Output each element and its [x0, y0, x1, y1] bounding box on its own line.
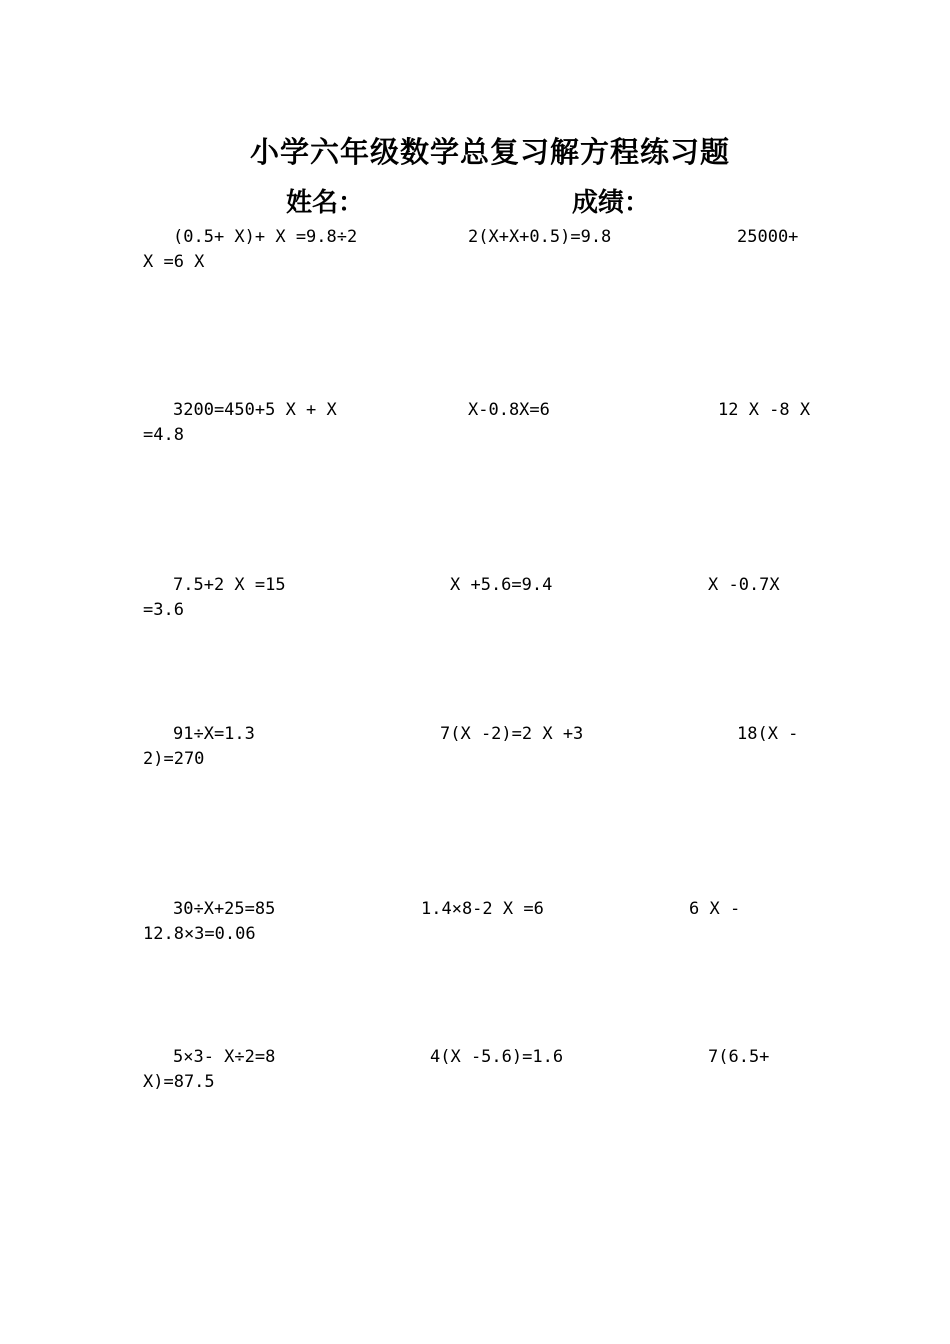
equation-6c-continued: X)=87.5 — [143, 1072, 215, 1092]
score-label: 成绩： — [572, 188, 651, 218]
name-label: 姓名： — [286, 188, 365, 218]
equation-3b: X +5.6=9.4 — [450, 575, 553, 595]
equation-6a: 5×3- X÷2=8 — [173, 1047, 276, 1067]
equation-6b: 4(X -5.6)=1.6 — [430, 1047, 564, 1067]
equation-2a: 3200=450+5 X + X — [173, 400, 337, 420]
equation-1a: (0.5+ X)+ X =9.8÷2 — [173, 227, 358, 247]
equation-6c: 7(6.5+ — [708, 1047, 770, 1067]
equation-5a: 30÷X+25=85 — [173, 899, 276, 919]
equation-4c: 18(X - — [737, 724, 799, 744]
equation-1b: 2(X+X+0.5)=9.8 — [468, 227, 612, 247]
equation-3a: 7.5+2 X =15 — [173, 575, 286, 595]
equation-1c: 25000+ — [737, 227, 799, 247]
equation-3c: X -0.7X — [708, 575, 780, 595]
equation-2b: X-0.8X=6 — [468, 400, 550, 420]
equation-5b: 1.4×8-2 X =6 — [421, 899, 544, 919]
equation-5c: 6 X - — [689, 899, 741, 919]
equation-2c-continued: =4.8 — [143, 425, 184, 445]
equation-2c: 12 X -8 X — [718, 400, 811, 420]
equation-3c-continued: =3.6 — [143, 600, 184, 620]
equation-5c-continued: 12.8×3=0.06 — [143, 924, 256, 944]
equation-4b: 7(X -2)=2 X +3 — [440, 724, 584, 744]
equation-4c-continued: 2)=270 — [143, 749, 205, 769]
equation-1c-continued: X =6 X — [143, 252, 205, 272]
equation-4a: 91÷X=1.3 — [173, 724, 255, 744]
worksheet-title: 小学六年级数学总复习解方程练习题 — [249, 135, 730, 169]
